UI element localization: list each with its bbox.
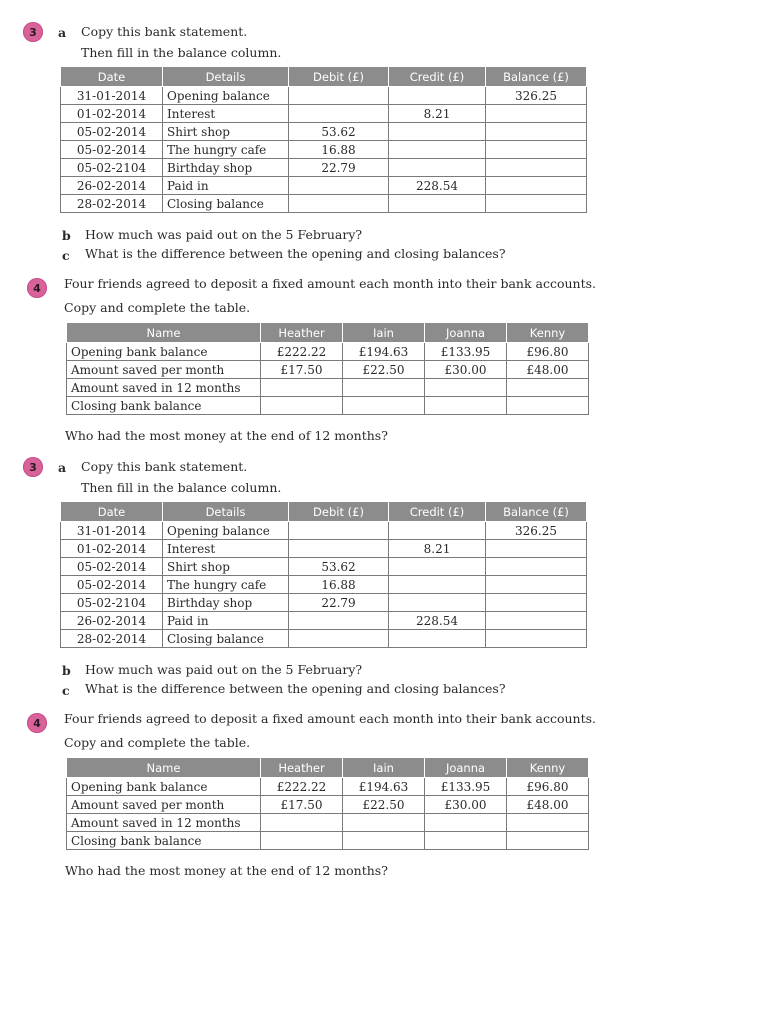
column-header: Details <box>163 67 289 87</box>
table-cell: 01-02-2014 <box>61 105 163 123</box>
table-cell: £48.00 <box>507 796 589 814</box>
question-number: 4 <box>33 281 41 295</box>
table-cell <box>289 105 389 123</box>
column-header: Debit (£) <box>289 502 389 522</box>
q3-question-b: How much was paid out on the 5 February? <box>85 662 363 677</box>
table-row <box>61 594 587 612</box>
q3-instruction-1: Copy this bank statement. <box>81 459 248 474</box>
column-header: Name <box>67 323 261 343</box>
q4-instruction-1: Four friends agreed to deposit a fixed amount each month into their bank accounts. <box>64 711 597 726</box>
table-cell: £194.63 <box>343 343 425 361</box>
table-cell <box>486 195 587 213</box>
table-cell <box>289 195 389 213</box>
table-cell <box>486 558 587 576</box>
table-cell: £96.80 <box>507 778 589 796</box>
table-row <box>67 343 589 361</box>
table-row <box>61 141 587 159</box>
table-cell: 05-02-2104 <box>61 594 163 612</box>
table-cell <box>389 141 486 159</box>
table-cell <box>343 379 425 397</box>
savings-body <box>67 343 589 415</box>
table-cell: Shirt shop <box>163 558 289 576</box>
table-cell: £222.22 <box>261 343 343 361</box>
column-header: Kenny <box>507 758 589 778</box>
table-cell: Paid in <box>163 612 289 630</box>
table-cell: 31-01-2014 <box>61 87 163 105</box>
table-cell <box>389 123 486 141</box>
table-row <box>67 832 589 850</box>
table-cell: £96.80 <box>507 343 589 361</box>
q3-instruction-1: Copy this bank statement. <box>81 24 248 39</box>
part-a-label: a <box>58 460 67 475</box>
table-cell: 05-02-2014 <box>61 576 163 594</box>
table-cell <box>486 123 587 141</box>
table-cell: Interest <box>163 105 289 123</box>
column-header: Joanna <box>425 758 507 778</box>
column-header: Iain <box>343 323 425 343</box>
table-cell <box>389 522 486 540</box>
q4-instruction-1: Four friends agreed to deposit a fixed amount each month into their bank accounts. <box>64 276 597 291</box>
bank-statement-body <box>61 522 587 648</box>
column-header: Iain <box>343 758 425 778</box>
table-cell <box>343 814 425 832</box>
table-cell: Amount saved per month <box>67 361 261 379</box>
q4-final-question: Who had the most money at the end of 12 months? <box>65 863 388 878</box>
table-cell <box>507 814 589 832</box>
table-cell: Amount saved in 12 months <box>67 814 261 832</box>
table-cell: £48.00 <box>507 361 589 379</box>
table-cell <box>389 576 486 594</box>
table-cell <box>425 397 507 415</box>
question-number: 3 <box>29 25 37 39</box>
table-cell: The hungry cafe <box>163 141 289 159</box>
table-cell: 22.79 <box>289 159 389 177</box>
table-cell: 05-02-2014 <box>61 558 163 576</box>
table-cell <box>389 159 486 177</box>
table-cell: £194.63 <box>343 778 425 796</box>
table-cell: 53.62 <box>289 558 389 576</box>
table-row <box>61 159 587 177</box>
q3-instruction-2: Then fill in the balance column. <box>81 45 282 60</box>
exercise-block-2 <box>0 435 768 878</box>
table-cell: £22.50 <box>343 361 425 379</box>
table-row <box>61 522 587 540</box>
table-cell: 01-02-2014 <box>61 540 163 558</box>
table-cell: 28-02-2014 <box>61 195 163 213</box>
table-cell <box>389 630 486 648</box>
table-cell <box>289 522 389 540</box>
table-cell <box>261 397 343 415</box>
table-cell: £30.00 <box>425 796 507 814</box>
table-cell: Interest <box>163 540 289 558</box>
table-cell: 228.54 <box>389 177 486 195</box>
column-header: Name <box>67 758 261 778</box>
column-header: Credit (£) <box>389 67 486 87</box>
table-cell <box>486 177 587 195</box>
table-cell: Paid in <box>163 177 289 195</box>
table-cell: Opening balance <box>163 522 289 540</box>
bank-statement-header-row <box>61 67 587 87</box>
table-cell <box>389 195 486 213</box>
table-row <box>61 558 587 576</box>
savings-header-row <box>67 323 589 343</box>
q3-instruction-2: Then fill in the balance column. <box>81 480 282 495</box>
table-cell <box>389 558 486 576</box>
column-header: Heather <box>261 758 343 778</box>
table-cell: 16.88 <box>289 141 389 159</box>
question-4-badge <box>27 278 47 298</box>
q3-question-c: What is the difference between the opening and closing balances? <box>85 246 506 261</box>
table-cell: 26-02-2014 <box>61 612 163 630</box>
table-row <box>67 379 589 397</box>
bank-statement-table <box>60 66 587 213</box>
table-row <box>67 397 589 415</box>
table-cell <box>389 594 486 612</box>
part-b-label: b <box>62 228 71 243</box>
q4-final-question: Who had the most money at the end of 12 months? <box>65 428 388 443</box>
table-cell: Closing balance <box>163 630 289 648</box>
question-3-badge <box>23 22 43 42</box>
q3-question-b: How much was paid out on the 5 February? <box>85 227 363 242</box>
table-cell <box>486 159 587 177</box>
table-cell: Birthday shop <box>163 594 289 612</box>
column-header: Balance (£) <box>486 502 587 522</box>
table-row <box>67 814 589 832</box>
table-cell: Closing bank balance <box>67 397 261 415</box>
table-cell: £222.22 <box>261 778 343 796</box>
table-cell <box>343 832 425 850</box>
table-cell: 05-02-2014 <box>61 123 163 141</box>
table-cell <box>289 630 389 648</box>
table-cell <box>343 397 425 415</box>
column-header: Balance (£) <box>486 67 587 87</box>
table-cell: 16.88 <box>289 576 389 594</box>
table-row <box>67 361 589 379</box>
table-cell <box>486 576 587 594</box>
table-cell: £133.95 <box>425 778 507 796</box>
exercise-block-1 <box>0 0 768 443</box>
column-header: Heather <box>261 323 343 343</box>
savings-body <box>67 778 589 850</box>
column-header: Credit (£) <box>389 502 486 522</box>
table-cell <box>261 814 343 832</box>
table-cell <box>507 379 589 397</box>
table-cell: Closing bank balance <box>67 832 261 850</box>
part-c-label: c <box>62 248 70 263</box>
table-cell <box>425 814 507 832</box>
table-cell <box>507 397 589 415</box>
table-cell: £30.00 <box>425 361 507 379</box>
table-cell: Shirt shop <box>163 123 289 141</box>
bank-statement-header-row <box>61 502 587 522</box>
question-number: 4 <box>33 716 41 730</box>
table-cell: 05-02-2014 <box>61 141 163 159</box>
table-row <box>61 105 587 123</box>
table-cell <box>289 177 389 195</box>
table-cell <box>289 87 389 105</box>
table-cell: 26-02-2014 <box>61 177 163 195</box>
table-cell: Opening bank balance <box>67 343 261 361</box>
table-cell: 8.21 <box>389 105 486 123</box>
table-cell: 8.21 <box>389 540 486 558</box>
table-row <box>61 177 587 195</box>
table-cell: Opening bank balance <box>67 778 261 796</box>
table-row <box>67 796 589 814</box>
q4-instruction-2: Copy and complete the table. <box>64 300 251 315</box>
question-number: 3 <box>29 460 37 474</box>
table-cell <box>425 379 507 397</box>
column-header: Date <box>61 67 163 87</box>
table-cell <box>261 379 343 397</box>
column-header: Joanna <box>425 323 507 343</box>
bank-statement-body <box>61 87 587 213</box>
table-cell <box>486 105 587 123</box>
table-cell <box>486 594 587 612</box>
table-cell: 326.25 <box>486 87 587 105</box>
table-cell: £17.50 <box>261 796 343 814</box>
table-cell <box>289 612 389 630</box>
table-cell: £133.95 <box>425 343 507 361</box>
table-cell: Opening balance <box>163 87 289 105</box>
column-header: Details <box>163 502 289 522</box>
question-3-badge <box>23 457 43 477</box>
table-cell: £17.50 <box>261 361 343 379</box>
table-cell: Amount saved per month <box>67 796 261 814</box>
bank-statement-table <box>60 501 587 648</box>
table-row <box>67 778 589 796</box>
question-4-badge <box>27 713 47 733</box>
table-cell <box>389 87 486 105</box>
savings-header-row <box>67 758 589 778</box>
table-row <box>61 123 587 141</box>
table-row <box>61 540 587 558</box>
table-cell <box>486 612 587 630</box>
table-cell: Birthday shop <box>163 159 289 177</box>
table-cell <box>486 630 587 648</box>
part-b-label: b <box>62 663 71 678</box>
savings-table <box>66 322 589 415</box>
table-cell: 22.79 <box>289 594 389 612</box>
table-cell: 05-02-2104 <box>61 159 163 177</box>
table-cell <box>261 832 343 850</box>
table-row <box>61 576 587 594</box>
column-header: Kenny <box>507 323 589 343</box>
table-cell: 53.62 <box>289 123 389 141</box>
table-cell: Closing balance <box>163 195 289 213</box>
q4-instruction-2: Copy and complete the table. <box>64 735 251 750</box>
table-cell <box>289 540 389 558</box>
table-row <box>61 195 587 213</box>
table-cell: 31-01-2014 <box>61 522 163 540</box>
table-row <box>61 630 587 648</box>
table-cell <box>425 832 507 850</box>
table-cell <box>486 540 587 558</box>
table-cell: £22.50 <box>343 796 425 814</box>
table-cell: Amount saved in 12 months <box>67 379 261 397</box>
column-header: Debit (£) <box>289 67 389 87</box>
table-cell: 228.54 <box>389 612 486 630</box>
column-header: Date <box>61 502 163 522</box>
q3-question-c: What is the difference between the opening and closing balances? <box>85 681 506 696</box>
part-a-label: a <box>58 25 67 40</box>
table-row <box>61 87 587 105</box>
table-cell: 28-02-2014 <box>61 630 163 648</box>
table-row <box>61 612 587 630</box>
savings-table <box>66 757 589 850</box>
table-cell <box>507 832 589 850</box>
table-cell: 326.25 <box>486 522 587 540</box>
table-cell <box>486 141 587 159</box>
table-cell: The hungry cafe <box>163 576 289 594</box>
part-c-label: c <box>62 683 70 698</box>
